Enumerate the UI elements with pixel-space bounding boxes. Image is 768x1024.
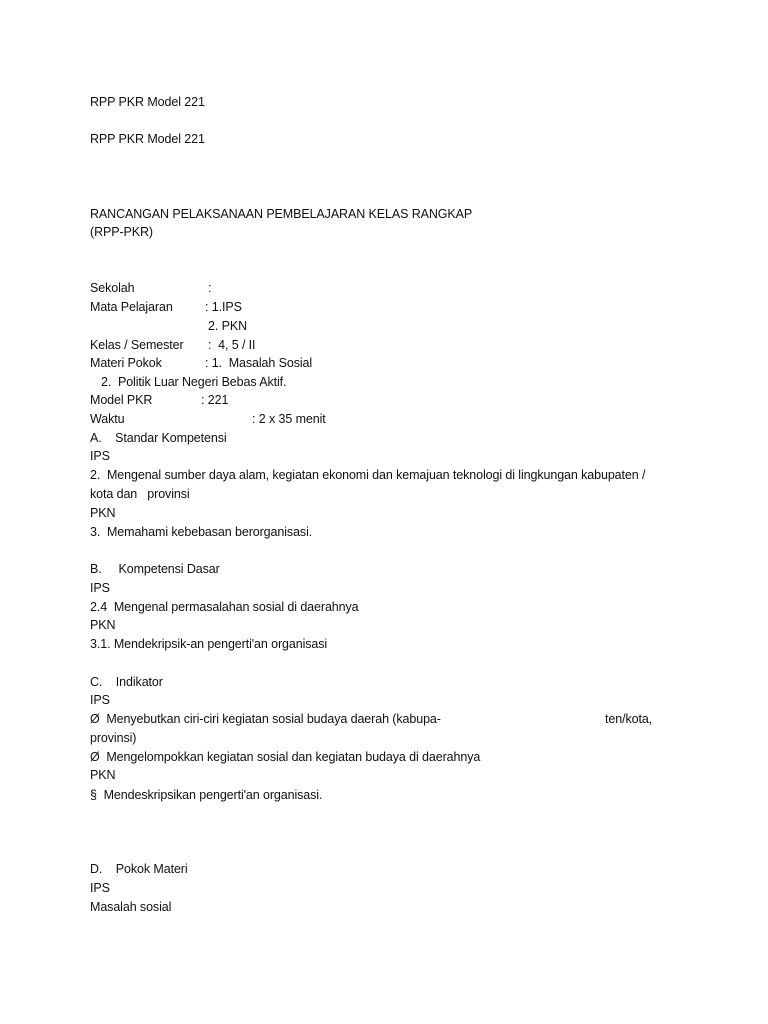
topic-value-2: 2. Politik Luar Negeri Bebas Aktif. (101, 375, 287, 389)
time-label: Waktu (90, 412, 125, 426)
subject-value-1: : 1.IPS (205, 300, 242, 314)
section-a-ips-text-1: 2. Mengenal sumber daya alam, kegiatan ekonomi dan kemajuan teknologi di lingkungan kabupaten / (90, 468, 646, 482)
section-c-ips-item-2: Ø Mengelompokkan kegiatan sosial dan kegiatan budaya di daerahnya (90, 750, 481, 764)
section-a-pkn-label: PKN (90, 506, 116, 520)
section-b-pkn-label: PKN (90, 618, 116, 632)
topic-label: Materi Pokok (90, 356, 162, 370)
class-value: : 4, 5 / II (208, 338, 256, 352)
section-d-ips-text: Masalah sosial (90, 900, 172, 914)
subject-label: Mata Pelajaran (90, 300, 173, 314)
section-a-heading: A. Standar Kompetensi (90, 431, 227, 445)
section-a-pkn-text: 3. Memahami kebebasan berorganisasi. (90, 525, 313, 539)
section-c-ips-item-1-c: provinsi) (90, 731, 137, 745)
model-value: : 221 (201, 393, 229, 407)
school-value: : (208, 281, 212, 295)
section-b-ips-label: IPS (90, 581, 110, 595)
section-c-ips-item-1-a: Ø Menyebutkan ciri-ciri kegiatan sosial budaya daerah (kabupa- (90, 712, 441, 726)
section-a-ips-text-2: kota dan provinsi (90, 487, 190, 501)
section-a-ips-label: IPS (90, 449, 110, 463)
section-c-pkn-label: PKN (90, 768, 116, 782)
section-b-heading: B. Kompetensi Dasar (90, 562, 220, 576)
document-subtitle: (RPP-PKR) (90, 225, 153, 239)
section-b-pkn-text: 3.1. Mendekripsik-an pengerti'an organisasi (90, 637, 328, 651)
time-value: : 2 x 35 menit (252, 412, 326, 426)
topic-value-1: : 1. Masalah Sosial (205, 356, 313, 370)
subject-value-2: 2. PKN (208, 319, 247, 333)
section-b-ips-text: 2.4 Mengenal permasalahan sosial di daerahnya (90, 600, 359, 614)
model-label: Model PKR (90, 393, 153, 407)
section-c-pkn-item-1: § Mendeskripsikan pengerti'an organisasi. (90, 788, 323, 802)
section-c-ips-label: IPS (90, 693, 110, 707)
header-line-2: RPP PKR Model 221 (90, 132, 205, 146)
class-label: Kelas / Semester (90, 338, 184, 352)
document-title: RANCANGAN PELAKSANAAN PEMBELAJARAN KELAS RANGKAP (90, 207, 473, 221)
section-d-heading: D. Pokok Materi (90, 862, 188, 876)
section-c-heading: C. Indikator (90, 675, 163, 689)
school-label: Sekolah (90, 281, 135, 295)
section-c-ips-item-1-b: ten/kota, (605, 712, 653, 726)
header-line-1: RPP PKR Model 221 (90, 95, 205, 109)
section-d-ips-label: IPS (90, 881, 110, 895)
